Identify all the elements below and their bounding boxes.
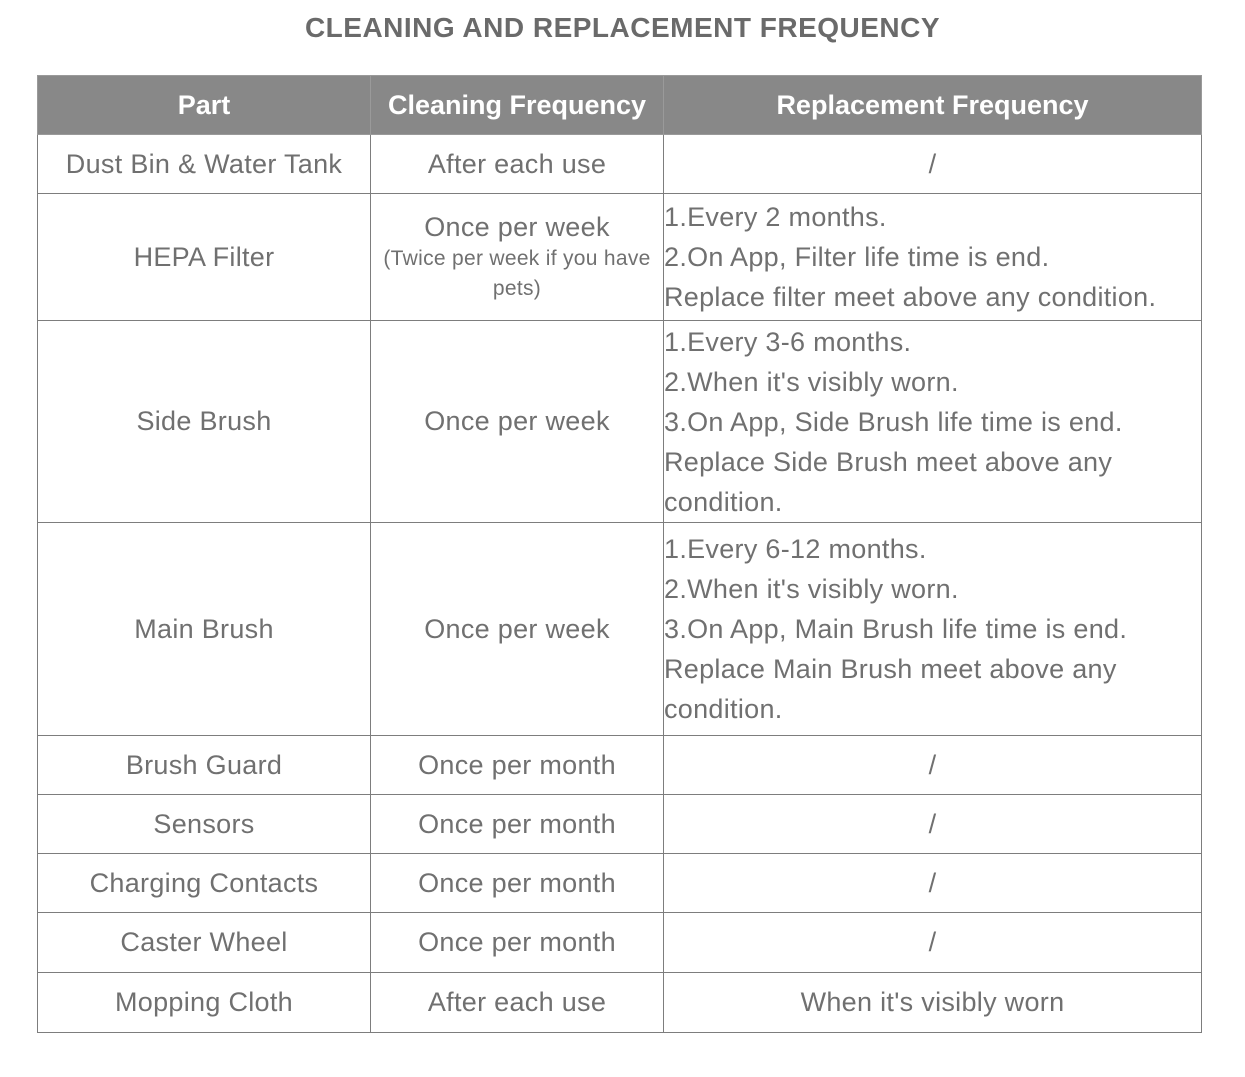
table-row xyxy=(38,523,1202,736)
table-row xyxy=(38,736,1202,795)
replacement-cell xyxy=(664,321,1202,523)
replacement-cell xyxy=(664,523,1202,736)
replacement-line: Replace Side Brush meet above any xyxy=(664,446,1113,477)
replacement-line: 2.When it's visibly worn. xyxy=(664,366,959,397)
header-part: Part xyxy=(38,76,371,135)
replacement-line: condition. xyxy=(664,486,783,517)
cleaning-cell xyxy=(371,194,664,321)
part-cell: Main Brush xyxy=(38,523,371,736)
replacement-cell: / xyxy=(664,795,1202,854)
header-cleaning-frequency: Cleaning Frequency xyxy=(371,76,664,135)
cleaning-cell: After each use xyxy=(371,135,664,194)
table-header-row xyxy=(38,76,1202,135)
table-row xyxy=(38,854,1202,913)
page-title: CLEANING AND REPLACEMENT FREQUENCY xyxy=(304,12,941,43)
cleaning-cell: After each use xyxy=(371,973,664,1033)
table-row xyxy=(38,194,1202,321)
cleaning-cell: Once per month xyxy=(371,736,664,795)
part-cell: Dust Bin & Water Tank xyxy=(38,135,371,194)
cleaning-cell: Once per week xyxy=(371,523,664,736)
table-row xyxy=(38,135,1202,194)
cleaning-cell: Once per month xyxy=(371,913,664,973)
part-cell: Caster Wheel xyxy=(38,913,371,973)
part-cell: Side Brush xyxy=(38,321,371,523)
cleaning-cell: Once per month xyxy=(371,854,664,913)
part-cell: Sensors xyxy=(38,795,371,854)
part-cell: Brush Guard xyxy=(38,736,371,795)
table-row xyxy=(38,973,1202,1033)
replacement-line: 1.Every 6-12 months. xyxy=(664,534,927,564)
cleaning-note: (Twice per week if you have pets) xyxy=(383,247,651,300)
replacement-cell: When it's visibly worn xyxy=(664,973,1202,1033)
table-row xyxy=(38,321,1202,523)
replacement-cell: / xyxy=(664,135,1202,194)
cleaning-cell: Once per week xyxy=(371,321,664,523)
cleaning-value: Once per week xyxy=(424,212,610,242)
replacement-line: 2.On App, Filter life time is end. xyxy=(664,242,1050,272)
replacement-cell: / xyxy=(664,736,1202,795)
frequency-table xyxy=(37,75,1202,1033)
replacement-line: Replace Main Brush meet above any xyxy=(664,654,1117,684)
table-row xyxy=(38,795,1202,854)
replacement-cell: / xyxy=(664,913,1202,973)
replacement-line: 2.When it's visibly worn. xyxy=(664,574,959,604)
replacement-cell: / xyxy=(664,854,1202,913)
replacement-line: 1.Every 2 months. xyxy=(664,202,887,232)
replacement-line: 1.Every 3-6 months. xyxy=(664,326,912,357)
header-replacement-frequency: Replacement Frequency xyxy=(664,76,1202,135)
replacement-line: condition. xyxy=(664,694,783,724)
part-cell: Charging Contacts xyxy=(38,854,371,913)
table-row xyxy=(38,913,1202,973)
cleaning-cell: Once per month xyxy=(371,795,664,854)
replacement-line: 3.On App, Side Brush life time is end. xyxy=(664,406,1123,437)
replacement-cell xyxy=(664,194,1202,321)
part-cell: Mopping Cloth xyxy=(38,973,371,1033)
replacement-line: Replace filter meet above any condition. xyxy=(664,282,1157,312)
replacement-line: 3.On App, Main Brush life time is end. xyxy=(664,614,1128,644)
part-cell: HEPA Filter xyxy=(38,194,371,321)
